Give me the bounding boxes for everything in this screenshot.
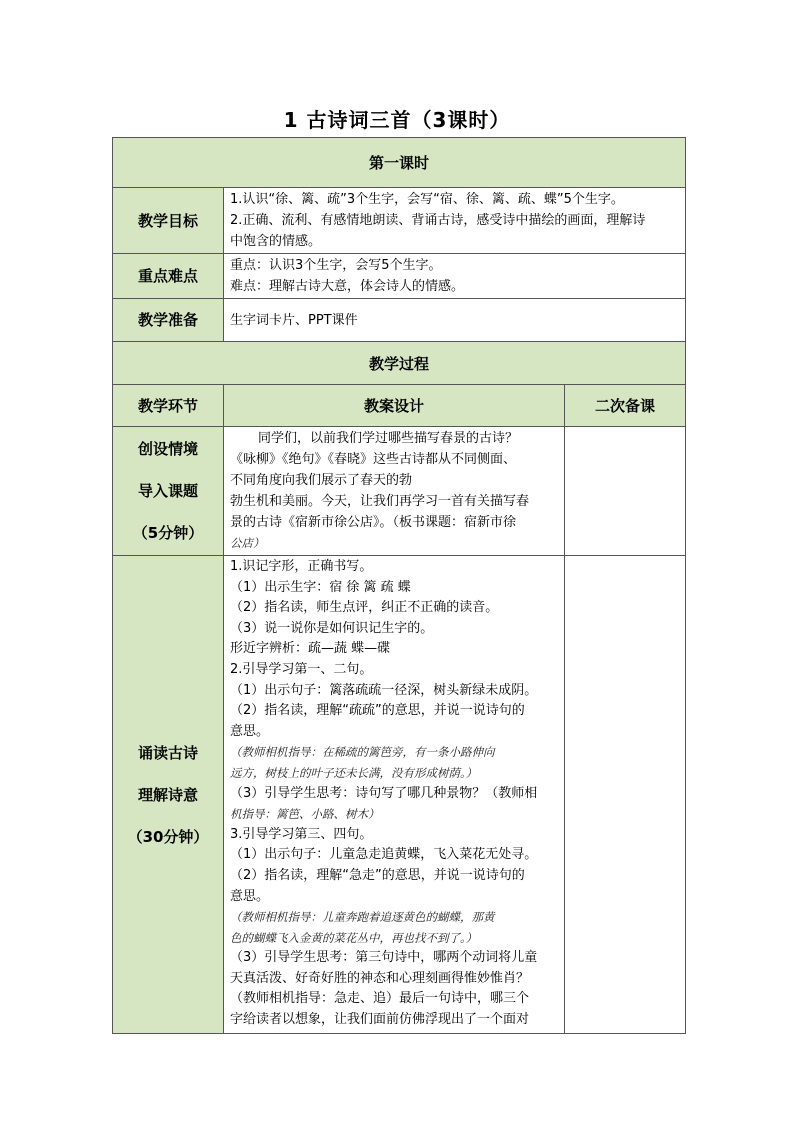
stage2-line: 意思。 [230,723,270,739]
goals-line: 1.认识“徐、篱、疏”3个生字，会写“宿、徐、篱、疏、蝶”5个生字。 [230,192,624,207]
stage2-line: （3）引导学生思考：第三句诗中，哪两个动词将儿童 [230,950,538,966]
column-header-stage: 教学环节 [113,385,224,427]
keypoints-label: 重点难点 [113,254,224,299]
stage2-line: （3）引导学生思考：诗句写了哪几种景物？（教师相 [230,785,538,801]
stage1-line: 勃生机和美丽。今天，让我们再学习一首有关描写春 [230,494,530,509]
goals-row [113,188,686,254]
page-title: 1 古诗词三首（3课时） [283,108,511,132]
keypoints-line: 难点：理解古诗大意，体会诗人的情感。 [230,279,465,294]
stage2-line: 机指导：篱笆、小路、树木） [230,807,380,822]
stage1-row [113,427,686,556]
prep-content [224,299,686,342]
stage1-label-line: 导入课题 [137,482,198,500]
stage1-line: 不同角度向我们展示了春天的勃 [230,473,413,488]
column-header-revision: 二次备课 [565,385,686,427]
stage2-line: （2）指名读，理解“疏疏”的意思，并说一说诗句的 [230,703,525,719]
stage1-line: 景的古诗《宿新市徐公店》。（板书课题：宿新市徐 [230,515,517,530]
stage2-label-line: 诵读古诗 [137,743,198,762]
stage2-line: （教师相机指导：急走、追）最后一句诗中，哪三个 [230,991,530,1007]
process-header-row [113,342,686,385]
stage2-line: （1）出示句子：儿童急走追黄蝶，飞入菜花无处寻。 [230,847,538,863]
stage2-line: 天真活泼、好奇好胜的神态和心理刻画得惟妙惟肖？ [230,970,530,986]
section2-header: 教学过程 [113,342,686,385]
stage1-label-line: 创设情境 [137,440,198,458]
stage2-line: 远方，树枝上的叶子还未长满，没有形成树荫。） [230,765,478,780]
stage2-line: （3）说一说你是如何识记生字的。 [230,620,434,636]
stage2-line: 3.引导学习第三、四句。 [230,826,373,842]
goals-line: 2.正确、流利、有感情地朗读、背诵古诗，感受诗中描绘的画面，理解诗 [230,213,646,228]
stage1-line: 公店） [230,536,265,550]
stage2-line: 1.识记字形，正确书写。 [230,559,373,574]
goals-label: 教学目标 [113,188,224,254]
stage2-line: 色的蝴蝶飞入金黄的菜花丛中，再也找不到了。） [230,930,478,945]
stage2-line: 意思。 [230,888,270,904]
section-header-row [113,138,686,188]
stage1-label-line: （5分钟） [132,524,204,542]
prep-row [113,299,686,342]
stage2-line: （1）出示句子：篱落疏疏一径深，树头新绿未成阴。 [230,682,538,698]
keypoints-content [224,254,686,299]
stage2-line: （教师相机指导：儿童奔跑着追逐黄色的蝴蝶，那黄 [230,910,495,925]
stage1-content [224,427,565,556]
prep-label: 教学准备 [113,299,224,342]
stage2-revision-cell [565,556,686,1034]
stage2-line: （1）出示生字：宿 徐 篱 疏 蝶 [230,579,411,595]
stage2-line: 2.引导学习第一、二句。 [230,661,373,677]
lesson-plan-table [112,137,686,1034]
stage2-line: （2）指名读，理解“急走”的意思，并说一说诗句的 [230,867,525,883]
stage2-label-line: 理解诗意 [137,785,198,804]
keypoints-row [113,254,686,299]
keypoints-line: 重点：认识3个生字，会写5个生字。 [230,258,442,273]
stage1-line: 同学们，以前我们学过哪些描写春景的古诗？ [258,431,519,446]
stage2-label [113,556,224,1034]
section1-header: 第一课时 [113,138,686,188]
stage1-line: 《咏柳》《绝句》《春晓》这些古诗都从不同侧面、 [230,452,517,467]
stage2-label-line: （30分钟） [127,827,209,846]
stage2-row [113,556,686,1034]
goals-line: 中饱含的情感。 [230,234,322,249]
stage2-line: （2）指名读，师生点评，纠正不正确的读音。 [230,600,499,616]
goals-content [224,188,686,254]
column-header-design: 教案设计 [224,385,565,427]
stage1-label [113,427,224,556]
stage2-line: 字给读者以想象，让我们面前仿佛浮现出了一个面对 [230,1012,530,1028]
stage2-line: （教师相机指导：在稀疏的篱笆旁，有一条小路伸向 [230,745,495,760]
columns-row [113,385,686,427]
prep-text: 生字词卡片、PPT课件 [230,312,358,328]
stage1-revision-cell [565,427,686,556]
stage2-line: 形近字辨析：疏—蔬 蝶—碟 [230,641,391,657]
stage2-content [224,556,565,1034]
